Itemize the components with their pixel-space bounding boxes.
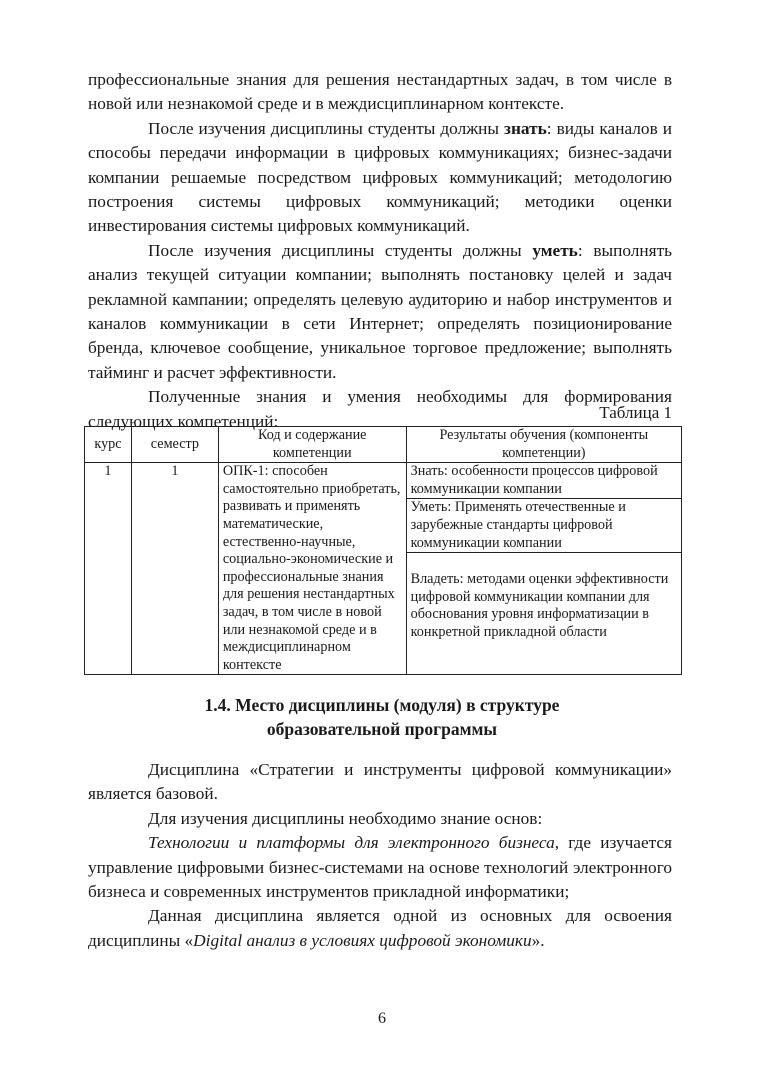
paragraph: профессиональные знания для решения нестандартных задач, в том числе в новой или незнакомой среде и в междисциплинарном контексте. <box>88 70 672 114</box>
table-caption: Таблица 1 <box>599 403 672 422</box>
text: Данная дисциплина является одной из основных для освоения дисциплины « <box>88 906 672 950</box>
header-course: курс <box>85 427 132 463</box>
text: После изучения дисциплины студенты должны <box>148 240 533 260</box>
paragraph: Полученные знания и умения необходимы для формирования следующих компетенций: <box>88 387 672 431</box>
text: После изучения дисциплины студенты должны <box>148 118 505 138</box>
heading-line: 1.4. Место дисциплины (модуля) в структуре <box>204 695 560 715</box>
paragraph <box>88 831 672 904</box>
bold-term: знать <box>504 118 547 138</box>
cell-result-own: Владеть: методами оценки эффективности цифровой коммуникации компании для обоснования уровня информатизации в конкретной прикладной области <box>406 553 681 675</box>
cell-result-know: Знать: особенности процессов цифровой коммуникации компании <box>406 463 681 499</box>
heading-line: образовательной программы <box>266 719 498 740</box>
table-header-row <box>85 427 682 463</box>
header-semester: семестр <box>131 427 218 463</box>
page-number: 6 <box>378 1010 386 1027</box>
body-text-bottom <box>88 758 672 953</box>
cell-semester: 1 <box>131 463 218 675</box>
table-row <box>85 463 682 499</box>
competence-table <box>84 426 682 675</box>
paragraph-can <box>88 239 672 385</box>
italic-term: Технологии и платформы для электронного бизнеса <box>148 833 555 853</box>
paragraph: Для изучения дисциплины необходимо знание основ: <box>148 808 543 828</box>
paragraph <box>88 904 672 953</box>
text: : виды каналов и способы передачи информации в цифровых коммуникациях; бизнес-задачи компании решаемые посредством цифровых коммуникаций; методологию построения системы цифровых коммуникаций; методики оценки инвестирования системы цифровых коммуникаций. <box>88 118 672 236</box>
header-results: Результаты обучения (компоненты компетенции) <box>406 427 681 463</box>
header-competence: Код и содержание компетенции <box>218 427 406 463</box>
italic-term: Digital анализ в условиях цифровой экономики <box>193 930 532 950</box>
cell-course: 1 <box>85 463 132 675</box>
cell-result-can: Уметь: Применять отечественные и зарубежные стандарты цифровой коммуникации компании <box>406 499 681 553</box>
text: : выполнять анализ текущей ситуации компании; выполнять постановку целей и задач рекламной кампании; определять целевую аудиторию и набор инструментов и каналов коммуникации в сети Интернет; определять позиционирование бренда, ключевое сообщение, уникальное торговое предложение; выполнять тайминг и расчет эффективности. <box>88 240 672 382</box>
paragraph: Дисциплина «Стратегии и инструменты цифровой коммуникации» является базовой. <box>88 760 672 804</box>
cell-competence: ОПК-1: способен самостоятельно приобретать, развивать и применять математические, естественно-научные, социально-экономические и профессиональные знания для решения нестандартных задач, в том числе в новой или незнакомой среде и в междисциплинарном контексте <box>218 463 406 675</box>
text: , где изучается управление цифровыми бизнес-системами на основе технологий электронного бизнеса и современных инструментов прикладной информатики; <box>88 833 672 902</box>
bold-term: уметь <box>532 240 578 260</box>
paragraph-know <box>88 117 672 239</box>
section-heading <box>0 693 764 742</box>
body-text-top <box>88 68 672 434</box>
text: ». <box>531 930 545 950</box>
